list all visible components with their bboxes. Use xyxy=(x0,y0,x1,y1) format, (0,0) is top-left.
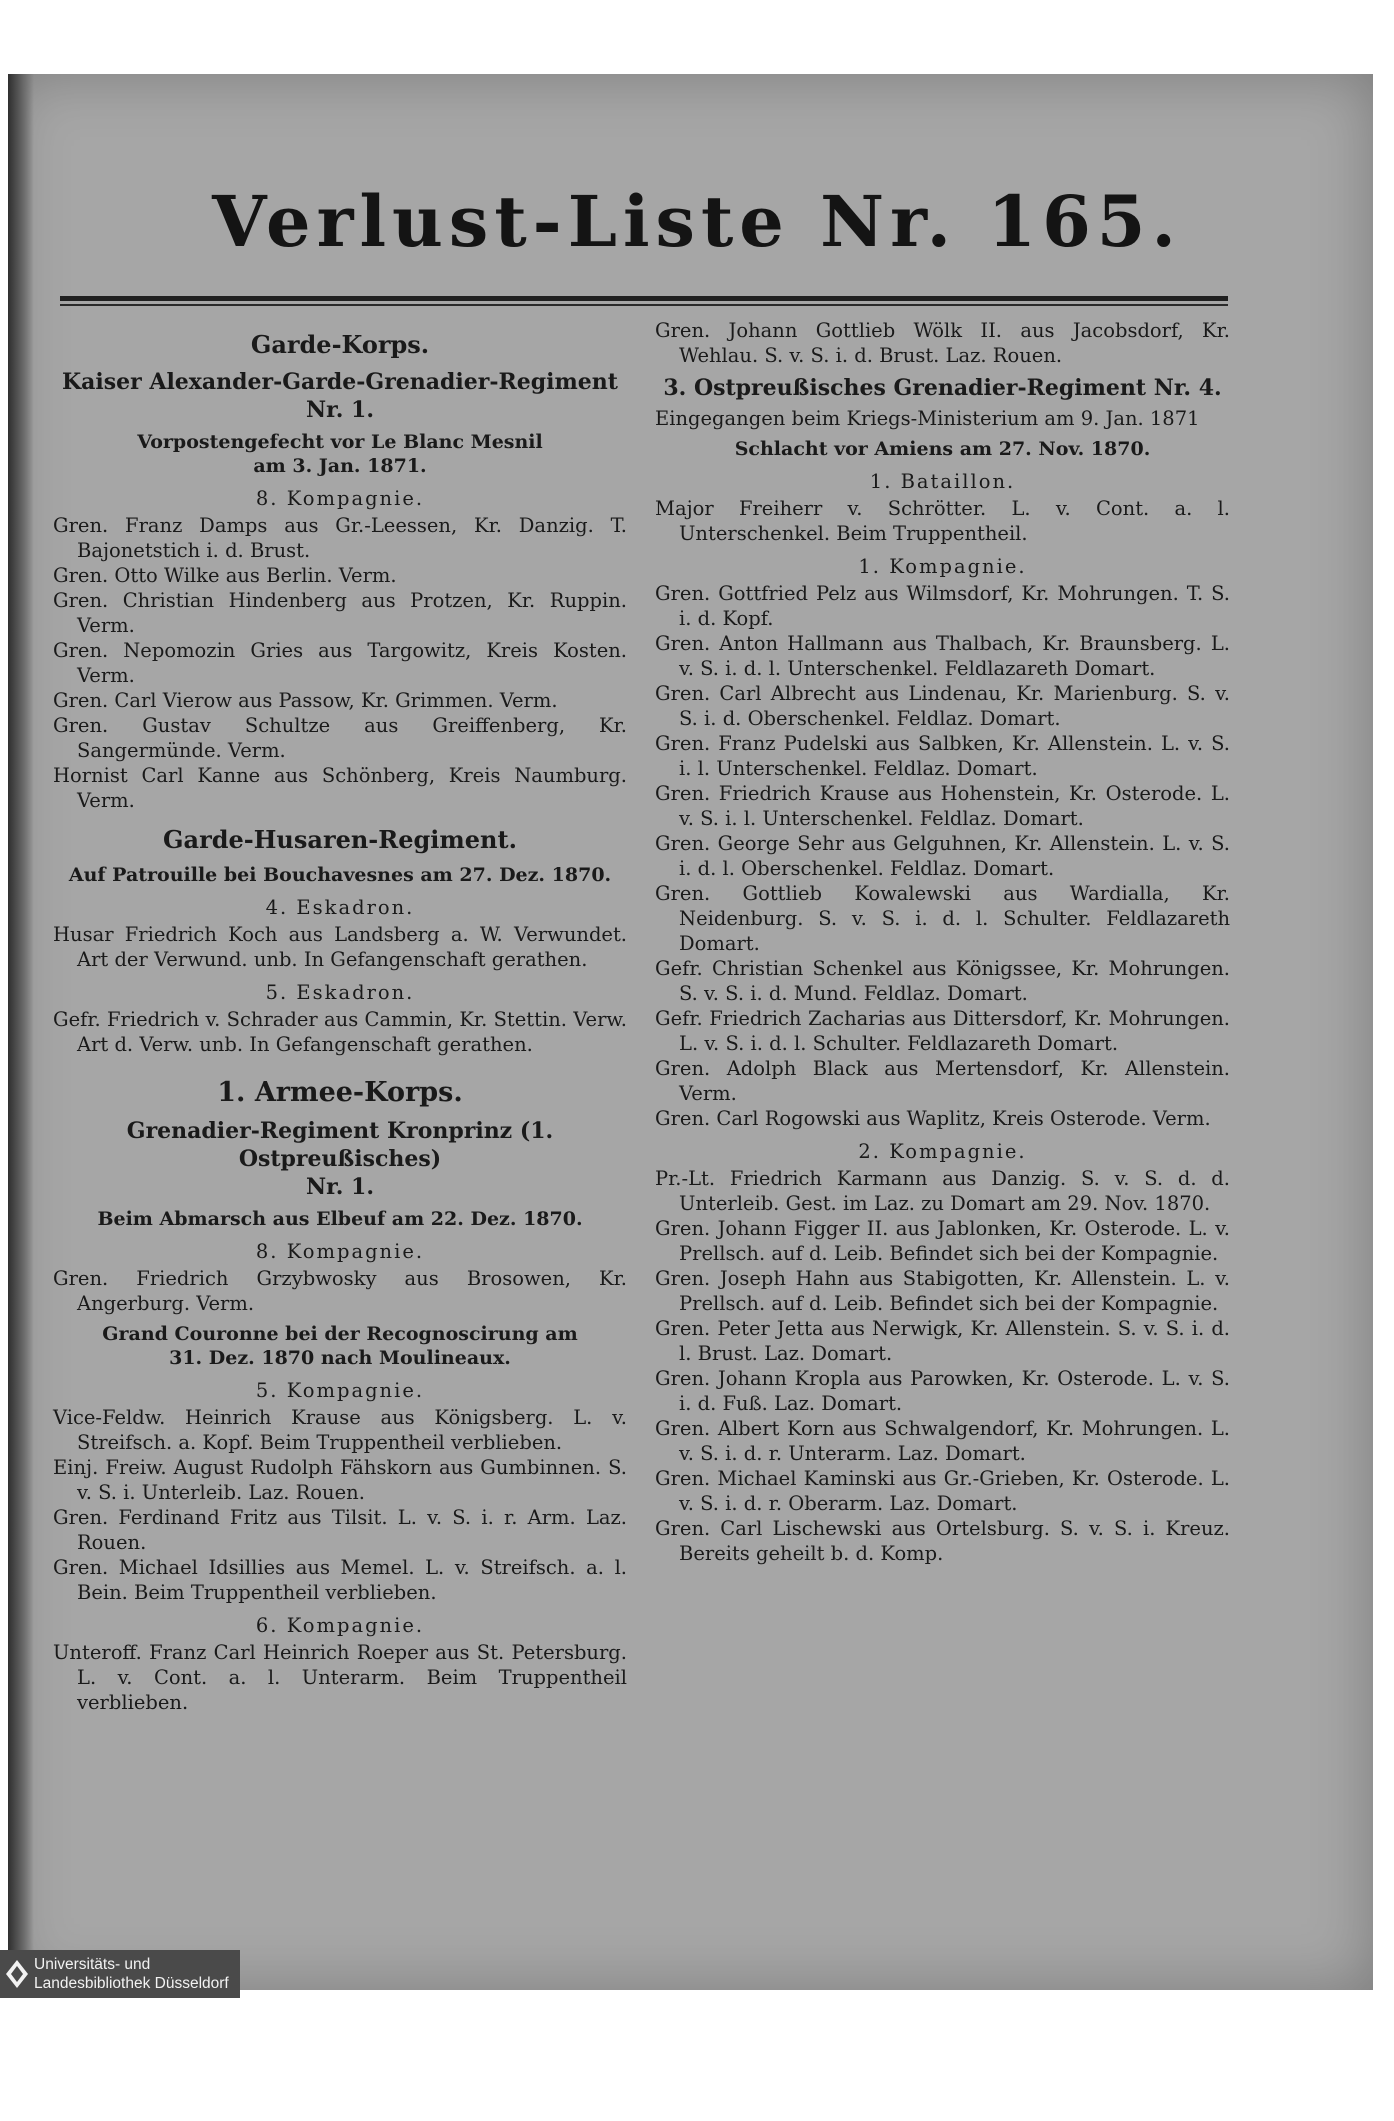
engagement-heading: Grand Couronne bei der Recognoscirung am 31. Dez. 1870 nach Moulineaux. xyxy=(102,1323,578,1369)
casualty-entry: Gren. Peter Jetta aus Nerwigk, Kr. Allenstein. S. v. S. i. d. l. Brust. Laz. Domart. xyxy=(655,1317,1230,1365)
casualty-entry: Gren. Franz Damps aus Gr.-Leessen, Kr. Danzig. T. Bajonetstich i. d. Brust. xyxy=(53,514,627,562)
unit-subheading: 6. Kompagnie. xyxy=(255,1614,425,1637)
corps-heading: Garde-Husaren-Regiment. xyxy=(163,825,517,854)
library-logo xyxy=(0,1950,240,1998)
casualty-entry: Gren. Christian Hindenberg aus Protzen, Kr. Ruppin. Verm. xyxy=(53,589,627,637)
unit-subheading: 8. Kompagnie. xyxy=(255,1240,425,1263)
casualty-entry: Gren. Franz Pudelski aus Salbken, Kr. Allenstein. L. v. S. i. l. Unterschenkel. Feldlaz. Domart. xyxy=(655,732,1230,780)
casualty-entry: Gefr. Friedrich v. Schrader aus Cammin, Kr. Stettin. Verw. Art d. Verw. unb. In Gefangenschaft gerathen. xyxy=(53,1008,627,1056)
casualty-entry: Gren. Gottfried Pelz aus Wilmsdorf, Kr. Mohrungen. T. S. i. d. Kopf. xyxy=(655,582,1230,630)
left-column xyxy=(53,318,627,1715)
engagement-heading: Vorpostengefecht vor Le Blanc Mesnil am 3. Jan. 1871. xyxy=(137,431,543,477)
receipt-note: Eingegangen beim Kriegs-Ministerium am 9. Jan. 1871 xyxy=(655,407,1200,430)
casualty-entry: Gren. Friedrich Krause aus Hohenstein, Kr. Osterode. L. v. S. i. l. Unterschenkel. Feldlaz. Domart. xyxy=(655,782,1230,830)
corps-heading: 1. Armee-Korps. xyxy=(217,1077,463,1108)
title-rule-thick xyxy=(60,296,1228,301)
unit-subheading: 1. Kompagnie. xyxy=(858,555,1027,578)
page-title: Verlust-Liste Nr. 165. xyxy=(212,180,1182,263)
unit-subheading: 8. Kompagnie. xyxy=(255,487,425,510)
title-rule-thin xyxy=(60,304,1228,306)
unit-subheading: 4. Eskadron. xyxy=(265,896,415,919)
casualty-entry: Gren. Nepomozin Gries aus Targowitz, Kreis Kosten. Verm. xyxy=(53,639,627,687)
engagement-heading: Auf Patrouille bei Bouchavesnes am 27. Dez. 1870. xyxy=(68,864,612,886)
casualty-entry: Gren. Otto Wilke aus Berlin. Verm. xyxy=(53,564,397,587)
casualty-entry: Einj. Freiw. August Rudolph Fähskorn aus Gumbinnen. S. v. S. i. Unterleib. Laz. Rouen. xyxy=(53,1456,627,1504)
regiment-heading: 3. Ostpreußisches Grenadier-Regiment Nr. 4. xyxy=(663,375,1222,401)
casualty-entry: Gren. Johann Kropla aus Parowken, Kr. Osterode. L. v. S. i. d. Fuß. Laz. Domart. xyxy=(655,1367,1230,1415)
casualty-entry: Gren. Carl Vierow aus Passow, Kr. Grimmen. Verm. xyxy=(53,689,558,712)
casualty-entry: Husar Friedrich Koch aus Landsberg a. W. Verwundet. Art der Verwund. unb. In Gefangenschaft gerathen. xyxy=(53,923,627,971)
casualty-entry: Gren. Johann Gottlieb Wölk II. aus Jacobsdorf, Kr. Wehlau. S. v. S. i. d. Brust. Laz. Rouen. xyxy=(655,319,1230,367)
casualty-entry: Vice-Feldw. Heinrich Krause aus Königsberg. L. v. Streifsch. a. Kopf. Beim Truppentheil verblieben. xyxy=(53,1406,627,1454)
corps-heading: Garde-Korps. xyxy=(250,330,430,359)
casualty-entry: Gren. Friedrich Grzybwosky aus Brosowen, Kr. Angerburg. Verm. xyxy=(53,1267,627,1315)
engagement-heading: Schlacht vor Amiens am 27. Nov. 1870. xyxy=(734,438,1151,460)
unit-subheading: 5. Kompagnie. xyxy=(255,1379,425,1402)
ulb-logo-icon xyxy=(4,1958,30,1990)
unit-subheading: 5. Eskadron. xyxy=(265,981,415,1004)
casualty-entry: Gren. Michael Idsillies aus Memel. L. v. Streifsch. a. l. Bein. Beim Truppentheil verblieben. xyxy=(53,1556,627,1604)
casualty-entry: Gren. Johann Figger II. aus Jablonken, Kr. Osterode. L. v. Prellsch. auf d. Leib. Befindet sich bei der Kompagnie. xyxy=(655,1217,1230,1265)
logo-line-2: Landesbibliothek Düsseldorf xyxy=(34,1975,229,1992)
casualty-entry: Gefr. Christian Schenkel aus Königssee, Kr. Mohrungen. S. v. S. i. d. Mund. Feldlaz. Domart. xyxy=(655,957,1230,1005)
logo-line-1: Universitäts- und xyxy=(34,1956,151,1973)
casualty-entry: Gren. Anton Hallmann aus Thalbach, Kr. Braunsberg. L. v. S. i. d. l. Unterschenkel. Feldlazareth Domart. xyxy=(655,632,1230,680)
regiment-heading: Grenadier-Regiment Kronprinz (1. Ostpreußisches) Nr. 1. xyxy=(126,1118,554,1200)
unit-subheading: 2. Kompagnie. xyxy=(858,1140,1027,1163)
casualty-entry: Gren. Ferdinand Fritz aus Tilsit. L. v. S. i. r. Arm. Laz. Rouen. xyxy=(53,1506,627,1554)
casualty-entry: Gren. Carl Albrecht aus Lindenau, Kr. Marienburg. S. v. S. i. d. Oberschenkel. Feldlaz. Domart. xyxy=(655,682,1230,730)
unit-subheading: 1. Bataillon. xyxy=(869,470,1016,493)
casualty-entry: Gren. Joseph Hahn aus Stabigotten, Kr. Allenstein. L. v. Prellsch. auf d. Leib. Befindet sich bei der Kompagnie. xyxy=(655,1267,1230,1315)
right-column xyxy=(655,318,1230,1566)
casualty-entry: Hornist Carl Kanne aus Schönberg, Kreis Naumburg. Verm. xyxy=(53,764,627,812)
casualty-entry: Gren. Gustav Schultze aus Greiffenberg, Kr. Sangermünde. Verm. xyxy=(53,714,627,762)
casualty-entry: Gren. George Sehr aus Gelguhnen, Kr. Allenstein. L. v. S. i. d. l. Oberschenkel. Feldlaz. Domart. xyxy=(655,832,1230,880)
casualty-entry: Gren. Albert Korn aus Schwalgendorf, Kr. Mohrungen. L. v. S. i. d. r. Unterarm. Laz. Domart. xyxy=(655,1417,1230,1465)
casualty-entry: Gefr. Friedrich Zacharias aus Dittersdorf, Kr. Mohrungen. L. v. S. i. d. l. Schulter. Feldlazareth Domart. xyxy=(655,1007,1230,1055)
regiment-heading: Kaiser Alexander-Garde-Grenadier-Regiment Nr. 1. xyxy=(62,369,618,423)
casualty-entry: Gren. Gottlieb Kowalewski aus Wardialla, Kr. Neidenburg. S. v. S. i. d. l. Schulter. Feldlazareth Domart. xyxy=(655,882,1230,955)
casualty-entry: Gren. Carl Lischewski aus Ortelsburg. S. v. S. i. Kreuz. Bereits geheilt b. d. Komp. xyxy=(655,1517,1230,1565)
casualty-entry: Major Freiherr v. Schrötter. L. v. Cont. a. l. Unterschenkel. Beim Truppentheil. xyxy=(655,497,1230,545)
casualty-entry: Gren. Michael Kaminski aus Gr.-Grieben, Kr. Osterode. L. v. S. i. d. r. Oberarm. Laz. Domart. xyxy=(655,1467,1230,1515)
casualty-entry: Gren. Carl Rogowski aus Waplitz, Kreis Osterode. Verm. xyxy=(655,1107,1211,1130)
engagement-heading: Beim Abmarsch aus Elbeuf am 22. Dez. 1870. xyxy=(97,1208,583,1230)
casualty-entry: Pr.-Lt. Friedrich Karmann aus Danzig. S. v. S. d. d. Unterleib. Gest. im Laz. zu Domart am 29. Nov. 1870. xyxy=(655,1167,1230,1215)
casualty-entry: Unteroff. Franz Carl Heinrich Roeper aus St. Petersburg. L. v. Cont. a. l. Unterarm. Beim Truppentheil verblieben. xyxy=(53,1641,627,1714)
casualty-entry: Gren. Adolph Black aus Mertensdorf, Kr. Allenstein. Verm. xyxy=(655,1057,1230,1105)
